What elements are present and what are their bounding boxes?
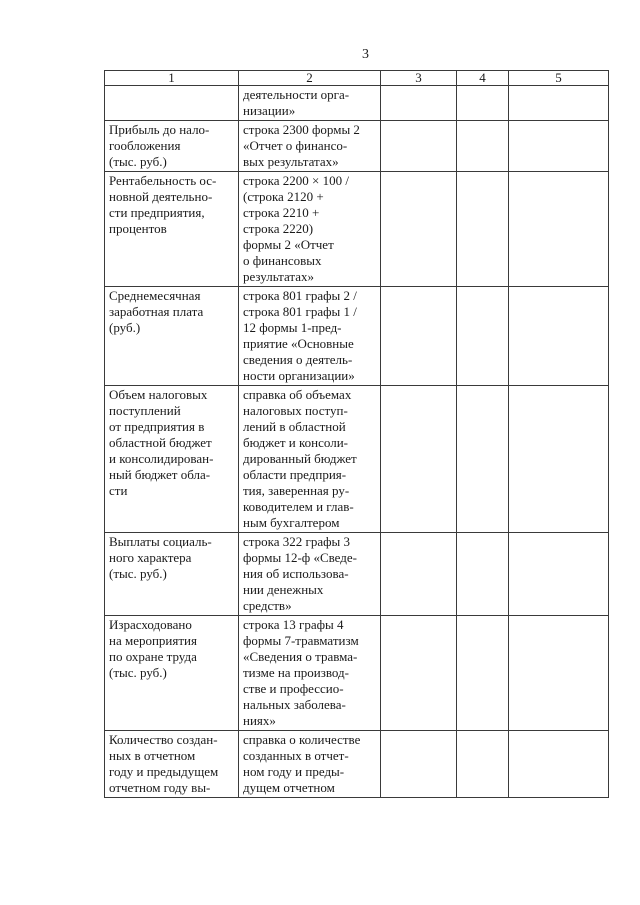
indicator-cell: Выплаты социаль- ного характера (тыс. руб.) xyxy=(105,533,239,616)
empty-cell xyxy=(381,533,457,616)
empty-cell xyxy=(457,731,509,798)
table-row xyxy=(105,533,609,616)
indicator-cell xyxy=(105,86,239,121)
empty-cell xyxy=(509,121,609,172)
empty-cell xyxy=(509,616,609,731)
indicator-cell: Среднемесячная заработная плата (руб.) xyxy=(105,287,239,386)
empty-cell xyxy=(381,172,457,287)
empty-cell xyxy=(509,386,609,533)
empty-cell xyxy=(509,731,609,798)
indicator-cell: Прибыль до нало- гообложения (тыс. руб.) xyxy=(105,121,239,172)
empty-cell xyxy=(457,121,509,172)
source-cell: справка о количестве созданных в отчет- ном году и преды- дущем отчетном xyxy=(239,731,381,798)
indicator-cell: Количество создан- ных в отчетном году и предыдущем отчетном году вы- xyxy=(105,731,239,798)
empty-cell xyxy=(509,172,609,287)
empty-cell xyxy=(381,287,457,386)
table-row xyxy=(105,172,609,287)
table-row xyxy=(105,616,609,731)
table-row xyxy=(105,287,609,386)
header-row xyxy=(105,71,609,86)
empty-cell xyxy=(381,121,457,172)
empty-cell xyxy=(381,386,457,533)
indicator-cell: Израсходовано на мероприятия по охране труда (тыс. руб.) xyxy=(105,616,239,731)
empty-cell xyxy=(457,533,509,616)
empty-cell xyxy=(509,287,609,386)
page-number: 3 xyxy=(362,47,369,62)
indicator-cell: Рентабельность ос- новной деятельно- сти предприятия, процентов xyxy=(105,172,239,287)
source-cell: строка 13 графы 4 формы 7-травматизм «Сведения о травма- тизме на производ- стве и профессио- нальных заболева- ниях» xyxy=(239,616,381,731)
source-cell: строка 2300 формы 2 «Отчет о финансо- вых результатах» xyxy=(239,121,381,172)
empty-cell xyxy=(381,616,457,731)
empty-cell xyxy=(381,86,457,121)
empty-cell xyxy=(509,86,609,121)
empty-cell xyxy=(457,386,509,533)
column-header: 3 xyxy=(381,71,457,86)
source-cell: строка 322 графы 3 формы 12-ф «Сведе- ния об использова- нии денежных средств» xyxy=(239,533,381,616)
source-cell: строка 2200 × 100 / (строка 2120 + строка 2210 + строка 2220) формы 2 «Отчет о финансовых результатах» xyxy=(239,172,381,287)
table-row xyxy=(105,121,609,172)
indicators-table xyxy=(104,70,609,798)
table-row xyxy=(105,386,609,533)
indicator-cell: Объем налоговых поступлений от предприятия в областной бюджет и консолидирован- ный бюджет обла- сти xyxy=(105,386,239,533)
empty-cell xyxy=(457,172,509,287)
column-header: 1 xyxy=(105,71,239,86)
empty-cell xyxy=(509,533,609,616)
table-row xyxy=(105,86,609,121)
column-header: 5 xyxy=(509,71,609,86)
empty-cell xyxy=(381,731,457,798)
column-header: 2 xyxy=(239,71,381,86)
column-header: 4 xyxy=(457,71,509,86)
table-row xyxy=(105,731,609,798)
source-cell: деятельности орга- низации» xyxy=(239,86,381,121)
source-cell: строка 801 графы 2 / строка 801 графы 1 / 12 формы 1-пред- приятие «Основные сведения о деятель- ности организации» xyxy=(239,287,381,386)
empty-cell xyxy=(457,287,509,386)
source-cell: справка об объемах налоговых поступ- лений в областной бюджет и консоли- дированный бюджет области предприя- тия, заверенная ру- ководителем и глав- ным бухгалтером xyxy=(239,386,381,533)
empty-cell xyxy=(457,616,509,731)
empty-cell xyxy=(457,86,509,121)
